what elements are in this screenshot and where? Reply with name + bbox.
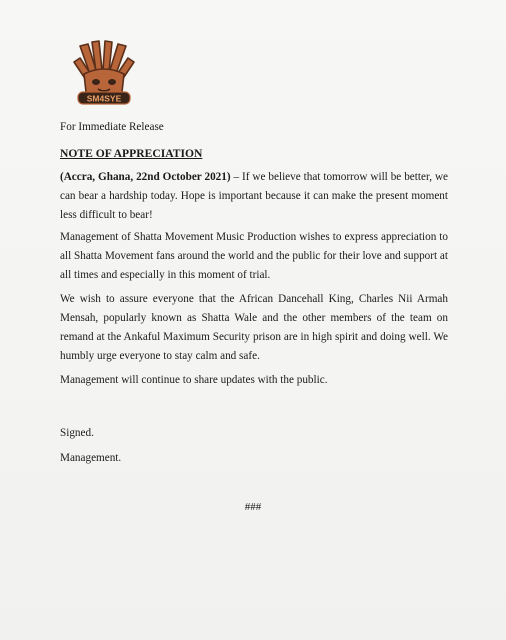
document-heading: NOTE OF APPRECIATION (60, 147, 203, 160)
logo-text: SM4SYE (86, 93, 122, 104)
hands-icon (74, 41, 134, 95)
intro-text: – If we believe that tomorrow will be better, we can bear a hardship today. Hope is important because it can make the present moment less difficult to bear! (60, 171, 448, 221)
paragraph-updates: Management will continue to share updates with the public. (60, 374, 328, 386)
dateline: (Accra, Ghana, 22nd October 2021) (60, 171, 231, 183)
signed-label: Signed. (60, 427, 94, 439)
paragraph-assurance: We wish to assure everyone that the African Dancehall King, Charles Nii Armah Mensah, popularly known as Shatta Wale and the other members of the team on remand at the Ankaful Maximum Security prison are in high spirit and doing well. We humbly urge everyone to stay calm and safe. (60, 293, 448, 362)
release-label: For Immediate Release (60, 121, 164, 133)
paragraph-intro (60, 168, 448, 225)
paragraph-appreciation: Management of Shatta Movement Music Production wishes to express appreciation to all Shatta Movement fans around the world and the public for their love and support at all times and especially in this moment of trial. (60, 231, 448, 281)
shatta-movement-logo (72, 40, 136, 106)
end-mark: ### (244, 501, 262, 513)
signatory: Management. (60, 452, 122, 464)
